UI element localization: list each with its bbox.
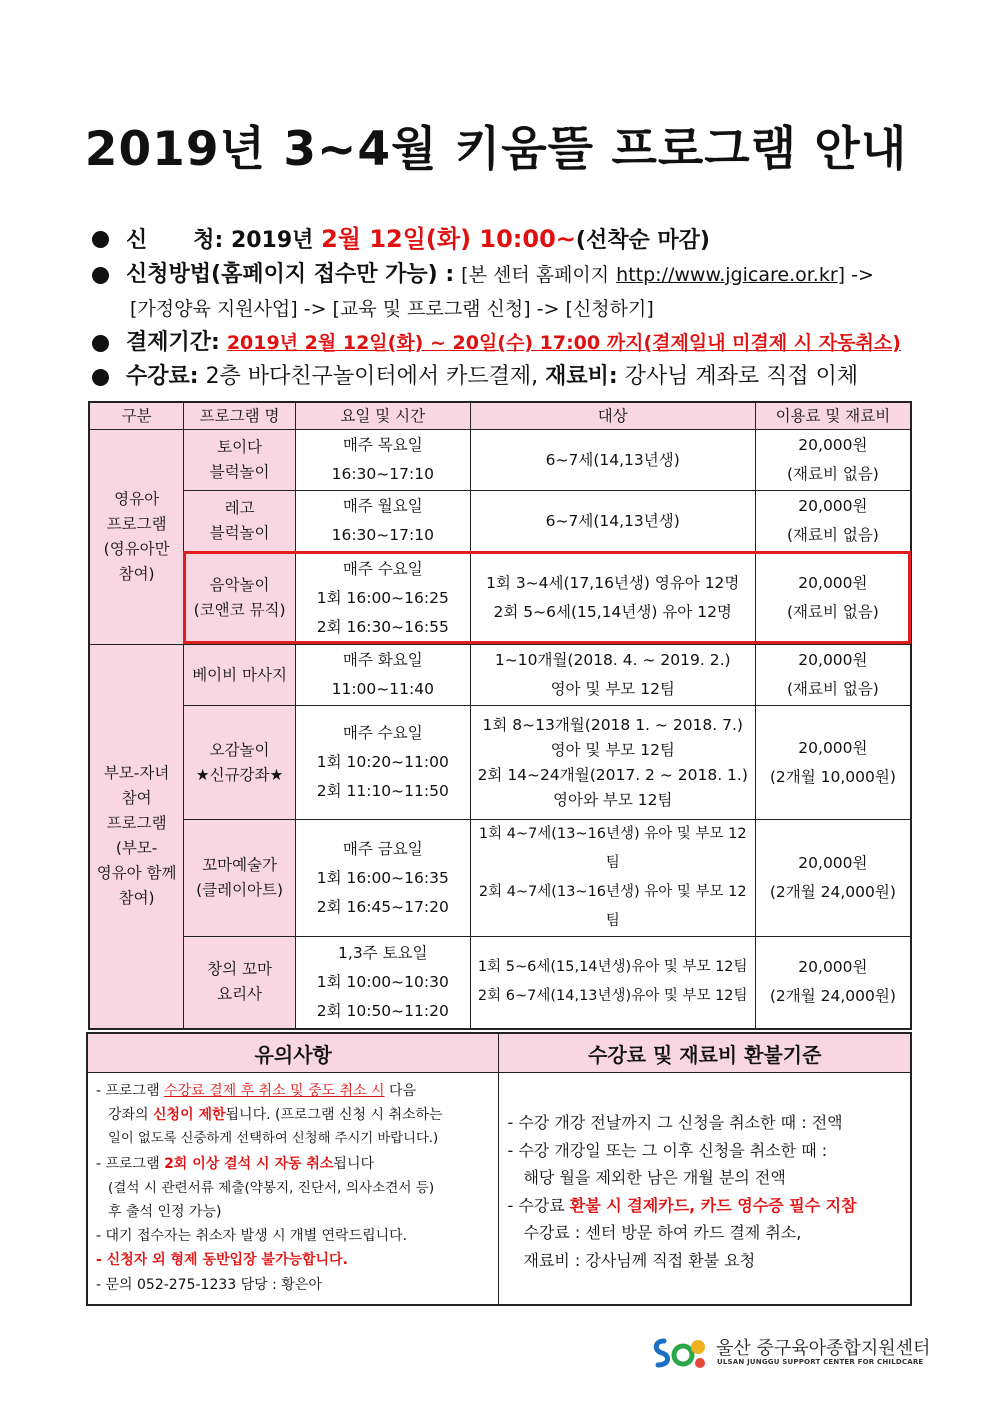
program-fee: 20,000원 (재료비 없음) bbox=[755, 645, 911, 706]
apply-date-pre: 2019년 bbox=[230, 228, 314, 253]
notes-header: 유의사항 bbox=[87, 1033, 499, 1073]
table-row bbox=[89, 706, 911, 820]
refund-item: - 수강 개강일 또는 그 이후 신청을 취소한 때 : bbox=[507, 1140, 828, 1160]
refund-item: - 수강료 환불 시 결제카드, 카드 영수증 필수 지참 bbox=[507, 1195, 857, 1215]
program-time: 매주 수요일 1회 10:20~11:00 2회 11:10~11:50 bbox=[295, 706, 470, 820]
table-row-highlighted bbox=[89, 552, 911, 645]
fee-line bbox=[92, 360, 922, 394]
program-fee: 20,000원 (2개월 24,000원) bbox=[755, 820, 911, 937]
table-row bbox=[89, 820, 911, 937]
note-item: - 대기 접수자는 취소자 발생 시 개별 연락드립니다. bbox=[96, 1228, 408, 1245]
header-time: 요일 및 시간 bbox=[295, 402, 470, 430]
note-item: - 문의 052-275-1233 담당 : 황은아 bbox=[96, 1276, 322, 1293]
payment-label: 결제기간: bbox=[126, 330, 220, 355]
program-target: 6~7세(14,13년생) bbox=[470, 491, 755, 552]
refund-item: - 수강 개강 전날까지 그 신청을 취소한 때 : 전액 bbox=[507, 1113, 843, 1132]
program-name: 토이다 블럭놀이 bbox=[184, 430, 296, 491]
note-item: - 프로그램 수강료 결제 후 취소 및 중도 취소 시 다음 bbox=[96, 1083, 417, 1099]
program-time: 1,3주 토요일 1회 10:00~10:30 2회 10:50~11:20 bbox=[295, 937, 470, 1029]
refund-header: 수강료 및 재료비 환불기준 bbox=[499, 1033, 911, 1073]
notes-table bbox=[86, 1032, 912, 1306]
logo-mark-icon bbox=[650, 1333, 710, 1373]
material-text: 강사님 계좌로 직접 이체 bbox=[624, 364, 859, 389]
method-line bbox=[92, 258, 922, 292]
fee-label: 수강료: bbox=[126, 364, 199, 389]
payment-line bbox=[92, 326, 922, 360]
note-item: 후 출석 인정 가능) bbox=[108, 1204, 222, 1221]
table-row bbox=[89, 937, 911, 1029]
program-target: 1회 5~6세(15,14년생)유아 및 부모 12팀 2회 6~7세(14,13년생)유아 및 부모 12팀 bbox=[470, 937, 755, 1029]
table-row bbox=[89, 645, 911, 706]
program-fee: 20,000원 (재료비 없음) bbox=[755, 430, 911, 491]
table-header bbox=[89, 402, 911, 430]
table-row bbox=[89, 491, 911, 552]
center-logo bbox=[650, 1333, 931, 1373]
program-name: 레고 블럭놀이 bbox=[184, 491, 296, 552]
refund-item: 해당 월을 제외한 남은 개월 분의 전액 bbox=[523, 1168, 786, 1187]
logo-name: 울산 중구육아종합지원센터 bbox=[716, 1338, 931, 1359]
program-target: 6~7세(14,13년생) bbox=[470, 430, 755, 491]
table-row bbox=[89, 430, 911, 491]
note-item: - 신청자 외 형제 동반입장 불가능합니다. bbox=[96, 1252, 348, 1269]
apply-label: 신 청: bbox=[126, 228, 224, 253]
bullet-icon bbox=[92, 267, 109, 284]
program-time: 매주 금요일 1회 16:00~16:35 2회 16:45~17:20 bbox=[295, 820, 470, 937]
program-target: 1회 8~13개월(2018 1. ~ 2018. 7.) 영아 및 부모 12팀 2회 14~24개월(2017. 2 ~ 2018. 1.) 영아와 부모 12팀 bbox=[470, 706, 755, 820]
program-fee: 20,000원 (재료비 없음) bbox=[755, 552, 911, 645]
logo-english: ULSAN JUNGGU SUPPORT CENTER FOR CHILDCARE bbox=[717, 1358, 924, 1366]
header-program: 프로그램 명 bbox=[184, 402, 296, 430]
page-title: 2019년 3~4월 키움뜰 프로그램 안내 bbox=[84, 122, 908, 177]
payment-period: 2019년 2월 12일(화) ~ 20일(수) 17:00 까지(결제일내 미결제 시 자동취소) bbox=[226, 332, 901, 354]
refund-item: 수강료 : 센터 방문 하여 카드 결제 취소, bbox=[523, 1223, 802, 1242]
program-table bbox=[88, 401, 912, 1030]
method-text: [본 센터 홈페이지 bbox=[461, 264, 610, 286]
note-item: (결석 시 관련서류 제출(약봉지, 진단서, 의사소견서 등) bbox=[108, 1179, 435, 1196]
program-name: 꼬마예술가 (클레이아트) bbox=[184, 820, 296, 937]
method-label: 신청방법(홈페이지 접수만 가능) : bbox=[126, 262, 455, 287]
program-time: 매주 월요일 16:30~17:10 bbox=[295, 491, 470, 552]
note-item: 강좌의 신청이 제한됩니다. (프로그램 신청 시 취소하는 bbox=[108, 1107, 443, 1124]
bullet-icon bbox=[92, 231, 109, 248]
note-item: 일이 없도록 신중하게 선택하여 신청해 주시기 바랍니다.) bbox=[108, 1131, 439, 1147]
program-target: 1회 4~7세(13~16년생) 유아 및 부모 12팀 2회 4~7세(13~16년생) 유아 및 부모 12팀 bbox=[470, 820, 755, 937]
program-fee: 20,000원 (2개월 10,000원) bbox=[755, 706, 911, 820]
program-time: 매주 목요일 16:30~17:10 bbox=[295, 430, 470, 491]
method-path: [가정양육 지원사업] -> [교육 및 프로그램 신청] -> [신청하기] bbox=[130, 298, 654, 320]
group-infant: 영유아 프로그램 (영유아만 참여) bbox=[89, 430, 184, 645]
header-category: 구분 bbox=[89, 402, 184, 430]
notes-list bbox=[87, 1073, 499, 1305]
group-parent-child: 부모-자녀 참여 프로그램 (부모- 영유아 함께 참여) bbox=[89, 645, 184, 1029]
method-text-2: ] -> bbox=[837, 264, 874, 286]
bullet-icon bbox=[92, 335, 109, 352]
refund-list bbox=[499, 1073, 911, 1305]
program-time: 매주 수요일 1회 16:00~16:25 2회 16:30~16:55 bbox=[295, 552, 470, 645]
program-fee: 20,000원 (2개월 24,000원) bbox=[755, 937, 911, 1029]
program-name: 오감놀이 ★신규강좌★ bbox=[184, 706, 296, 820]
apply-date-post: (선착순 마감) bbox=[575, 228, 710, 253]
header-target: 대상 bbox=[470, 402, 755, 430]
program-time: 매주 화요일 11:00~11:40 bbox=[295, 645, 470, 706]
program-name: 창의 꼬마 요리사 bbox=[184, 937, 296, 1029]
fee-text: 2층 바다친구놀이터에서 카드결제, bbox=[205, 364, 539, 389]
program-target: 1회 3~4세(17,16년생) 영유아 12명 2회 5~6세(15,14년생) 유아 12명 bbox=[470, 552, 755, 645]
info-bullets bbox=[92, 222, 922, 394]
program-fee: 20,000원 (재료비 없음) bbox=[755, 491, 911, 552]
apply-line bbox=[92, 222, 922, 258]
bullet-icon bbox=[92, 369, 109, 386]
homepage-link[interactable]: http://www.jgicare.or.kr bbox=[616, 264, 838, 286]
refund-item: 재료비 : 강사님께 직접 환불 요청 bbox=[523, 1250, 756, 1270]
program-name: 음악놀이 (코앤코 뮤직) bbox=[184, 552, 296, 645]
material-label: 재료비: bbox=[545, 364, 618, 389]
note-item: - 프로그램 2회 이상 결석 시 자동 취소됩니다 bbox=[96, 1155, 374, 1172]
program-name: 베이비 마사지 bbox=[184, 645, 296, 706]
program-target: 1~10개월(2018. 4. ~ 2019. 2.) 영아 및 부모 12팀 bbox=[470, 645, 755, 706]
apply-date: 2월 12일(화) 10:00~ bbox=[321, 225, 576, 253]
header-fee: 이용료 및 재료비 bbox=[755, 402, 911, 430]
